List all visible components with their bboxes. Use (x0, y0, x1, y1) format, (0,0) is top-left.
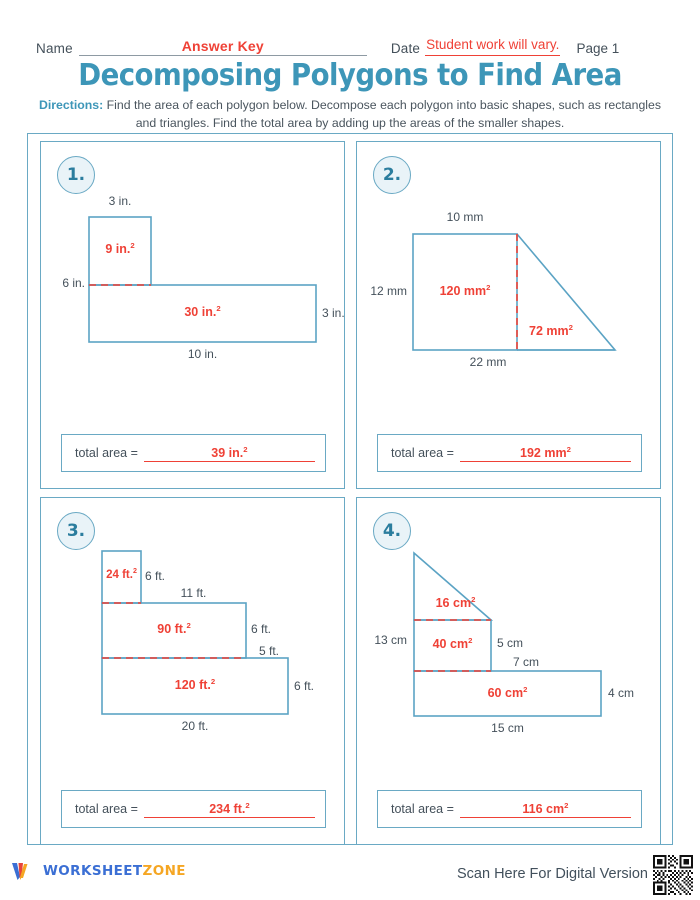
figure-1 (41, 142, 346, 442)
problem-card-1 (40, 141, 345, 489)
problem-number-4: 4. (373, 512, 411, 550)
total-area-value-3: 234 ft.$^2$ (209, 800, 250, 816)
total-area-label-1: total area = (75, 446, 138, 460)
area-label-triangle-2: 72 $mm^2$ (529, 322, 573, 338)
dimension-left-height-2: 12 mm (370, 284, 407, 298)
area-label-mid-3: 90 ft.$^2$ (157, 620, 191, 636)
area-label-mid-4: 40 $cm^2$ (432, 635, 473, 651)
total-area-blank-1[interactable] (144, 444, 315, 462)
worksheet-zone-logo[interactable] (10, 858, 186, 884)
area-label-bottom-4: 60 $cm^2$ (487, 684, 528, 700)
date-label: Date (390, 41, 421, 56)
total-area-value-2: 192 $mm^2$ (520, 444, 571, 460)
total-area-blank-3[interactable] (144, 800, 315, 818)
area-label-bottom-1: 30 in.$^2$ (184, 303, 221, 319)
dimension-step-4: 7 cm (513, 655, 540, 669)
qr-code[interactable] (653, 855, 693, 895)
dimension-left-height-1: 6 in. (62, 276, 85, 290)
worksheet-header (36, 34, 666, 56)
name-label: Name (36, 41, 73, 56)
dimension-left-height-4: 13 cm (374, 633, 407, 647)
page-number: Page 1 (576, 41, 620, 56)
directions-text: Find the area of each polygon below. Decompose each polygon into basic shapes, such as rectangles and triangles. Find the total area by adding up the areas of the smaller shapes. (106, 98, 662, 130)
dimension-mid-height-3: 6 ft. (251, 622, 272, 636)
total-area-value-1: 39 in.$^2$ (211, 444, 248, 460)
logo-text-secondary: ZONE (142, 863, 186, 879)
total-area-blank-2[interactable] (460, 444, 631, 462)
date-field[interactable] (425, 36, 560, 56)
total-area-label-2: total area = (391, 446, 454, 460)
dimension-mid-width-3: 11 ft. (180, 586, 207, 600)
dimension-bottom-width-2: 22 mm (469, 355, 507, 369)
dimension-top-height-3: 6 ft. (145, 569, 166, 583)
problem-card-4 (356, 497, 661, 845)
figure-4 (357, 498, 662, 798)
total-area-value-4: 116 $cm^2$ (522, 800, 569, 816)
page-title: Decomposing Polygons to Find Area (78, 58, 622, 93)
dimension-mid-height-4: 5 cm (497, 636, 524, 650)
area-label-bottom-3: 120 ft.$^2$ (174, 676, 216, 692)
logo-text-primary: WORKSHEET (43, 863, 143, 879)
dimension-right-height-1: 3 in. (322, 306, 345, 320)
dimension-top-width-2: 10 mm (446, 210, 484, 224)
dimension-right-height-3: 6 ft. (294, 679, 315, 693)
problem-number-1: 1. (57, 156, 95, 194)
area-label-top-1: 9 in.$^2$ (105, 240, 135, 256)
answer-box-4[interactable] (377, 790, 642, 828)
area-label-rect-2: 120 $mm^2$ (439, 282, 491, 298)
name-field[interactable] (79, 36, 367, 56)
dimension-bottom-width-4: 15 cm (491, 721, 524, 735)
scan-text: Scan Here For Digital Version (457, 866, 648, 882)
dimension-bottom-width-1: 10 in. (187, 347, 218, 361)
worksheetzone-mark-icon (10, 858, 36, 884)
problem-number-3: 3. (57, 512, 95, 550)
name-value: Answer Key (181, 38, 264, 54)
figure-2 (357, 142, 662, 442)
dimension-bottom-width-3: 20 ft. (181, 719, 209, 733)
directions-label: Directions: (38, 98, 104, 112)
total-area-blank-4[interactable] (460, 800, 631, 818)
answer-box-3[interactable] (61, 790, 326, 828)
dimension-right-height-4: 4 cm (608, 686, 635, 700)
problem-card-3 (40, 497, 345, 845)
problem-number-2: 2. (373, 156, 411, 194)
problem-card-2 (356, 141, 661, 489)
area-label-top-3: 24 ft.$^2$ (106, 567, 137, 581)
answer-box-1[interactable] (61, 434, 326, 472)
total-area-label-4: total area = (391, 802, 454, 816)
area-label-triangle-4: 16 $cm^2$ (435, 594, 476, 610)
figure-3 (41, 498, 346, 798)
date-value: Student work will vary. (426, 37, 560, 52)
answer-box-2[interactable] (377, 434, 642, 472)
dimension-top-width-1: 3 in. (108, 194, 132, 208)
dimension-step-3: 5 ft. (259, 644, 280, 658)
directions (36, 97, 664, 133)
total-area-label-3: total area = (75, 802, 138, 816)
logo-text (43, 863, 186, 879)
